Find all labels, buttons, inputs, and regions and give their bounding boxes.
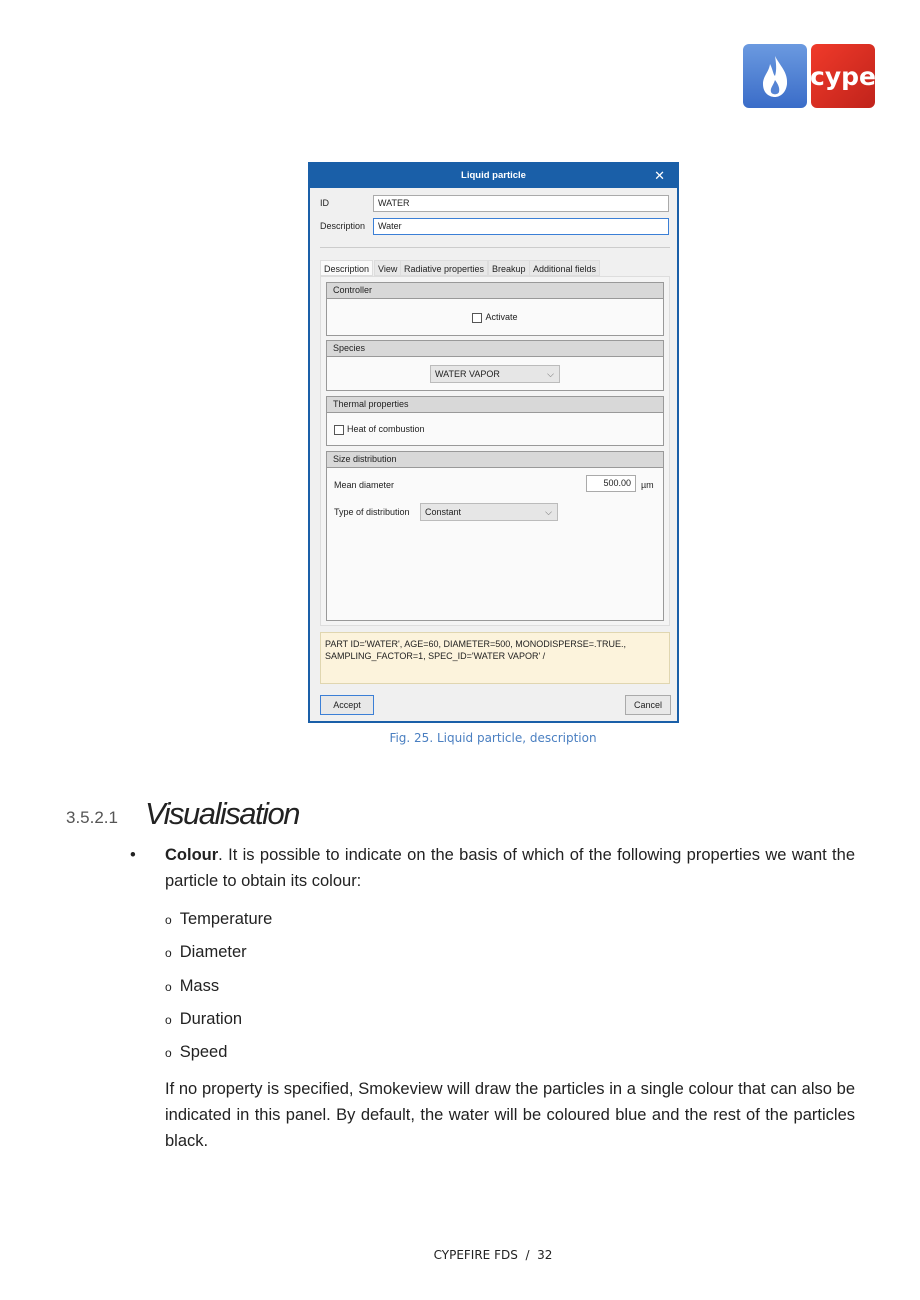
species-value: WATER VAPOR [435, 369, 500, 379]
controller-group [326, 299, 664, 336]
sub-item: o Diameter [165, 943, 247, 962]
figure-caption: Fig. 25. Liquid particle, description [389, 731, 597, 745]
chevron-down-icon: ⌵ [545, 507, 552, 517]
liquid-particle-dialog [308, 162, 679, 723]
tab-additional-fields[interactable]: Additional fields [529, 260, 600, 276]
unit-label: µm [641, 480, 654, 490]
bullet-bold: Colour [165, 846, 219, 864]
code-line: PART ID='WATER', AGE=60, DIAMETER=500, MONODISPERSE=.TRUE., [325, 639, 627, 649]
controller-header: Controller [326, 282, 664, 299]
divider [320, 247, 670, 248]
thermal-group [326, 413, 664, 446]
cancel-button[interactable]: Cancel [625, 695, 671, 715]
mean-diameter-input[interactable]: 500.00 [586, 475, 636, 492]
bullet-item [130, 842, 855, 894]
bullet-icon: • [130, 846, 136, 864]
sub-item: o Speed [165, 1043, 228, 1062]
distribution-select[interactable] [420, 503, 558, 521]
heat-label: Heat of combustion [347, 424, 425, 434]
activate-checkbox[interactable] [472, 313, 482, 323]
type-distribution-label: Type of distribution [334, 507, 410, 517]
sub-item: o Mass [165, 976, 220, 995]
bullet-text: . It is possible to indicate on the basis of which of the following properties we want the particle to obtain its colour: [165, 846, 855, 890]
id-label: ID [320, 198, 329, 208]
cype-logo [811, 44, 875, 108]
code-line: SAMPLING_FACTOR=1, SPEC_ID='WATER VAPOR' / [325, 651, 546, 661]
page-footer: CYPEFIRE FDS / 32 [433, 1248, 553, 1262]
flame-logo-icon [743, 44, 807, 108]
logo-text: cype [810, 61, 876, 91]
description-input[interactable]: Water [373, 218, 669, 235]
heat-of-combustion-checkbox[interactable] [334, 425, 344, 435]
id-input[interactable]: WATER [373, 195, 669, 212]
accept-button[interactable]: Accept [320, 695, 374, 715]
tab-radiative-properties[interactable]: Radiative properties [400, 260, 488, 276]
dialog-title: Liquid particle [310, 164, 677, 188]
paragraph: If no property is specified, Smokeview will draw the particles in a single colour that can also be indicated in this panel. By default, the water will be coloured blue and the rest of the particles black. [165, 1080, 855, 1150]
tab-view[interactable]: View [374, 260, 401, 276]
species-select[interactable] [430, 365, 560, 383]
code-preview [320, 632, 670, 684]
thermal-header: Thermal properties [326, 396, 664, 413]
activate-label: Activate [485, 312, 518, 322]
sub-list [165, 906, 272, 1072]
section-title: Visualisation [145, 796, 299, 831]
tab-description[interactable]: Description [320, 260, 373, 276]
chevron-down-icon: ⌵ [547, 369, 554, 379]
sub-item: o Duration [165, 1009, 243, 1028]
mean-diameter-label: Mean diameter [334, 480, 395, 490]
section-number: 3.5.2.1 [66, 808, 118, 827]
description-label: Description [320, 221, 366, 231]
size-header: Size distribution [326, 451, 664, 468]
close-icon[interactable]: ✕ [654, 168, 665, 183]
sub-item: o Temperature [165, 910, 273, 928]
species-header: Species [326, 340, 664, 357]
tab-breakup[interactable]: Breakup [488, 260, 530, 276]
distribution-value: Constant [425, 507, 462, 517]
